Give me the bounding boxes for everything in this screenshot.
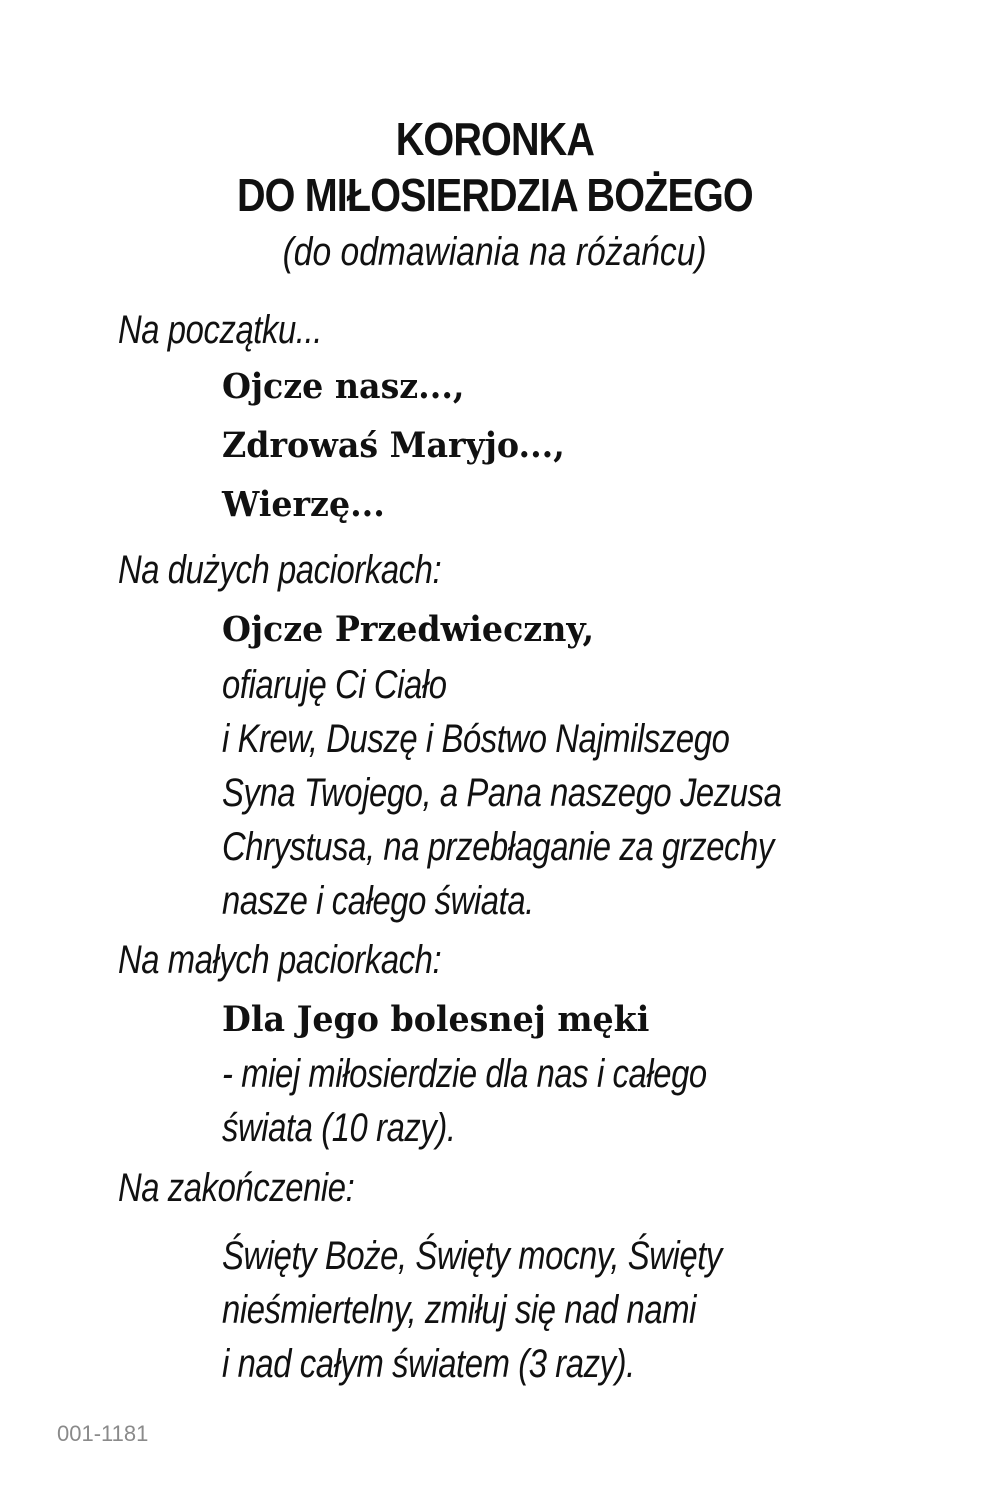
small-beads-line-1: - miej miłosierdzie dla nas i całego: [222, 1052, 707, 1096]
subtitle: (do odmawiania na różańcu): [282, 230, 707, 274]
section-label-ending: Na zakończenie:: [118, 1166, 355, 1210]
large-beads-line-4: Chrystusa, na przebłaganie za grzechy: [222, 825, 774, 869]
product-code: 001-1181: [57, 1421, 149, 1446]
section-label-beginning: Na początku...: [118, 308, 322, 352]
title-line-2: DO MIŁOSIERDZIA BOŻEGO: [236, 169, 753, 221]
prayer-hail-mary: Zdrowaś Maryjo...,: [222, 425, 565, 466]
ending-line-3: i nad całym światem (3 razy).: [222, 1342, 635, 1386]
title-line-1: KORONKA: [395, 113, 595, 165]
large-beads-line-2: i Krew, Duszę i Bóstwo Najmilszego: [222, 717, 730, 761]
large-beads-line-1: ofiaruję Ci Ciało: [222, 663, 447, 707]
small-beads-line-2: świata (10 razy).: [222, 1106, 456, 1150]
prayer-our-father: Ojcze nasz...,: [222, 366, 465, 407]
prayer-eternal-father: Ojcze Przedwieczny,: [222, 609, 595, 650]
ending-line-1: Święty Boże, Święty mocny, Święty: [222, 1234, 722, 1278]
large-beads-line-3: Syna Twojego, a Pana naszego Jezusa: [222, 771, 782, 815]
prayer-creed: Wierzę...: [222, 484, 385, 525]
large-beads-line-5: nasze i całego świata.: [222, 879, 534, 923]
section-label-large-beads: Na dużych paciorkach:: [118, 548, 442, 592]
ending-line-2: nieśmiertelny, zmiłuj się nad nami: [222, 1288, 696, 1332]
section-label-small-beads: Na małych paciorkach:: [118, 938, 442, 982]
prayer-sorrowful-passion: Dla Jego bolesnej męki: [222, 999, 650, 1040]
